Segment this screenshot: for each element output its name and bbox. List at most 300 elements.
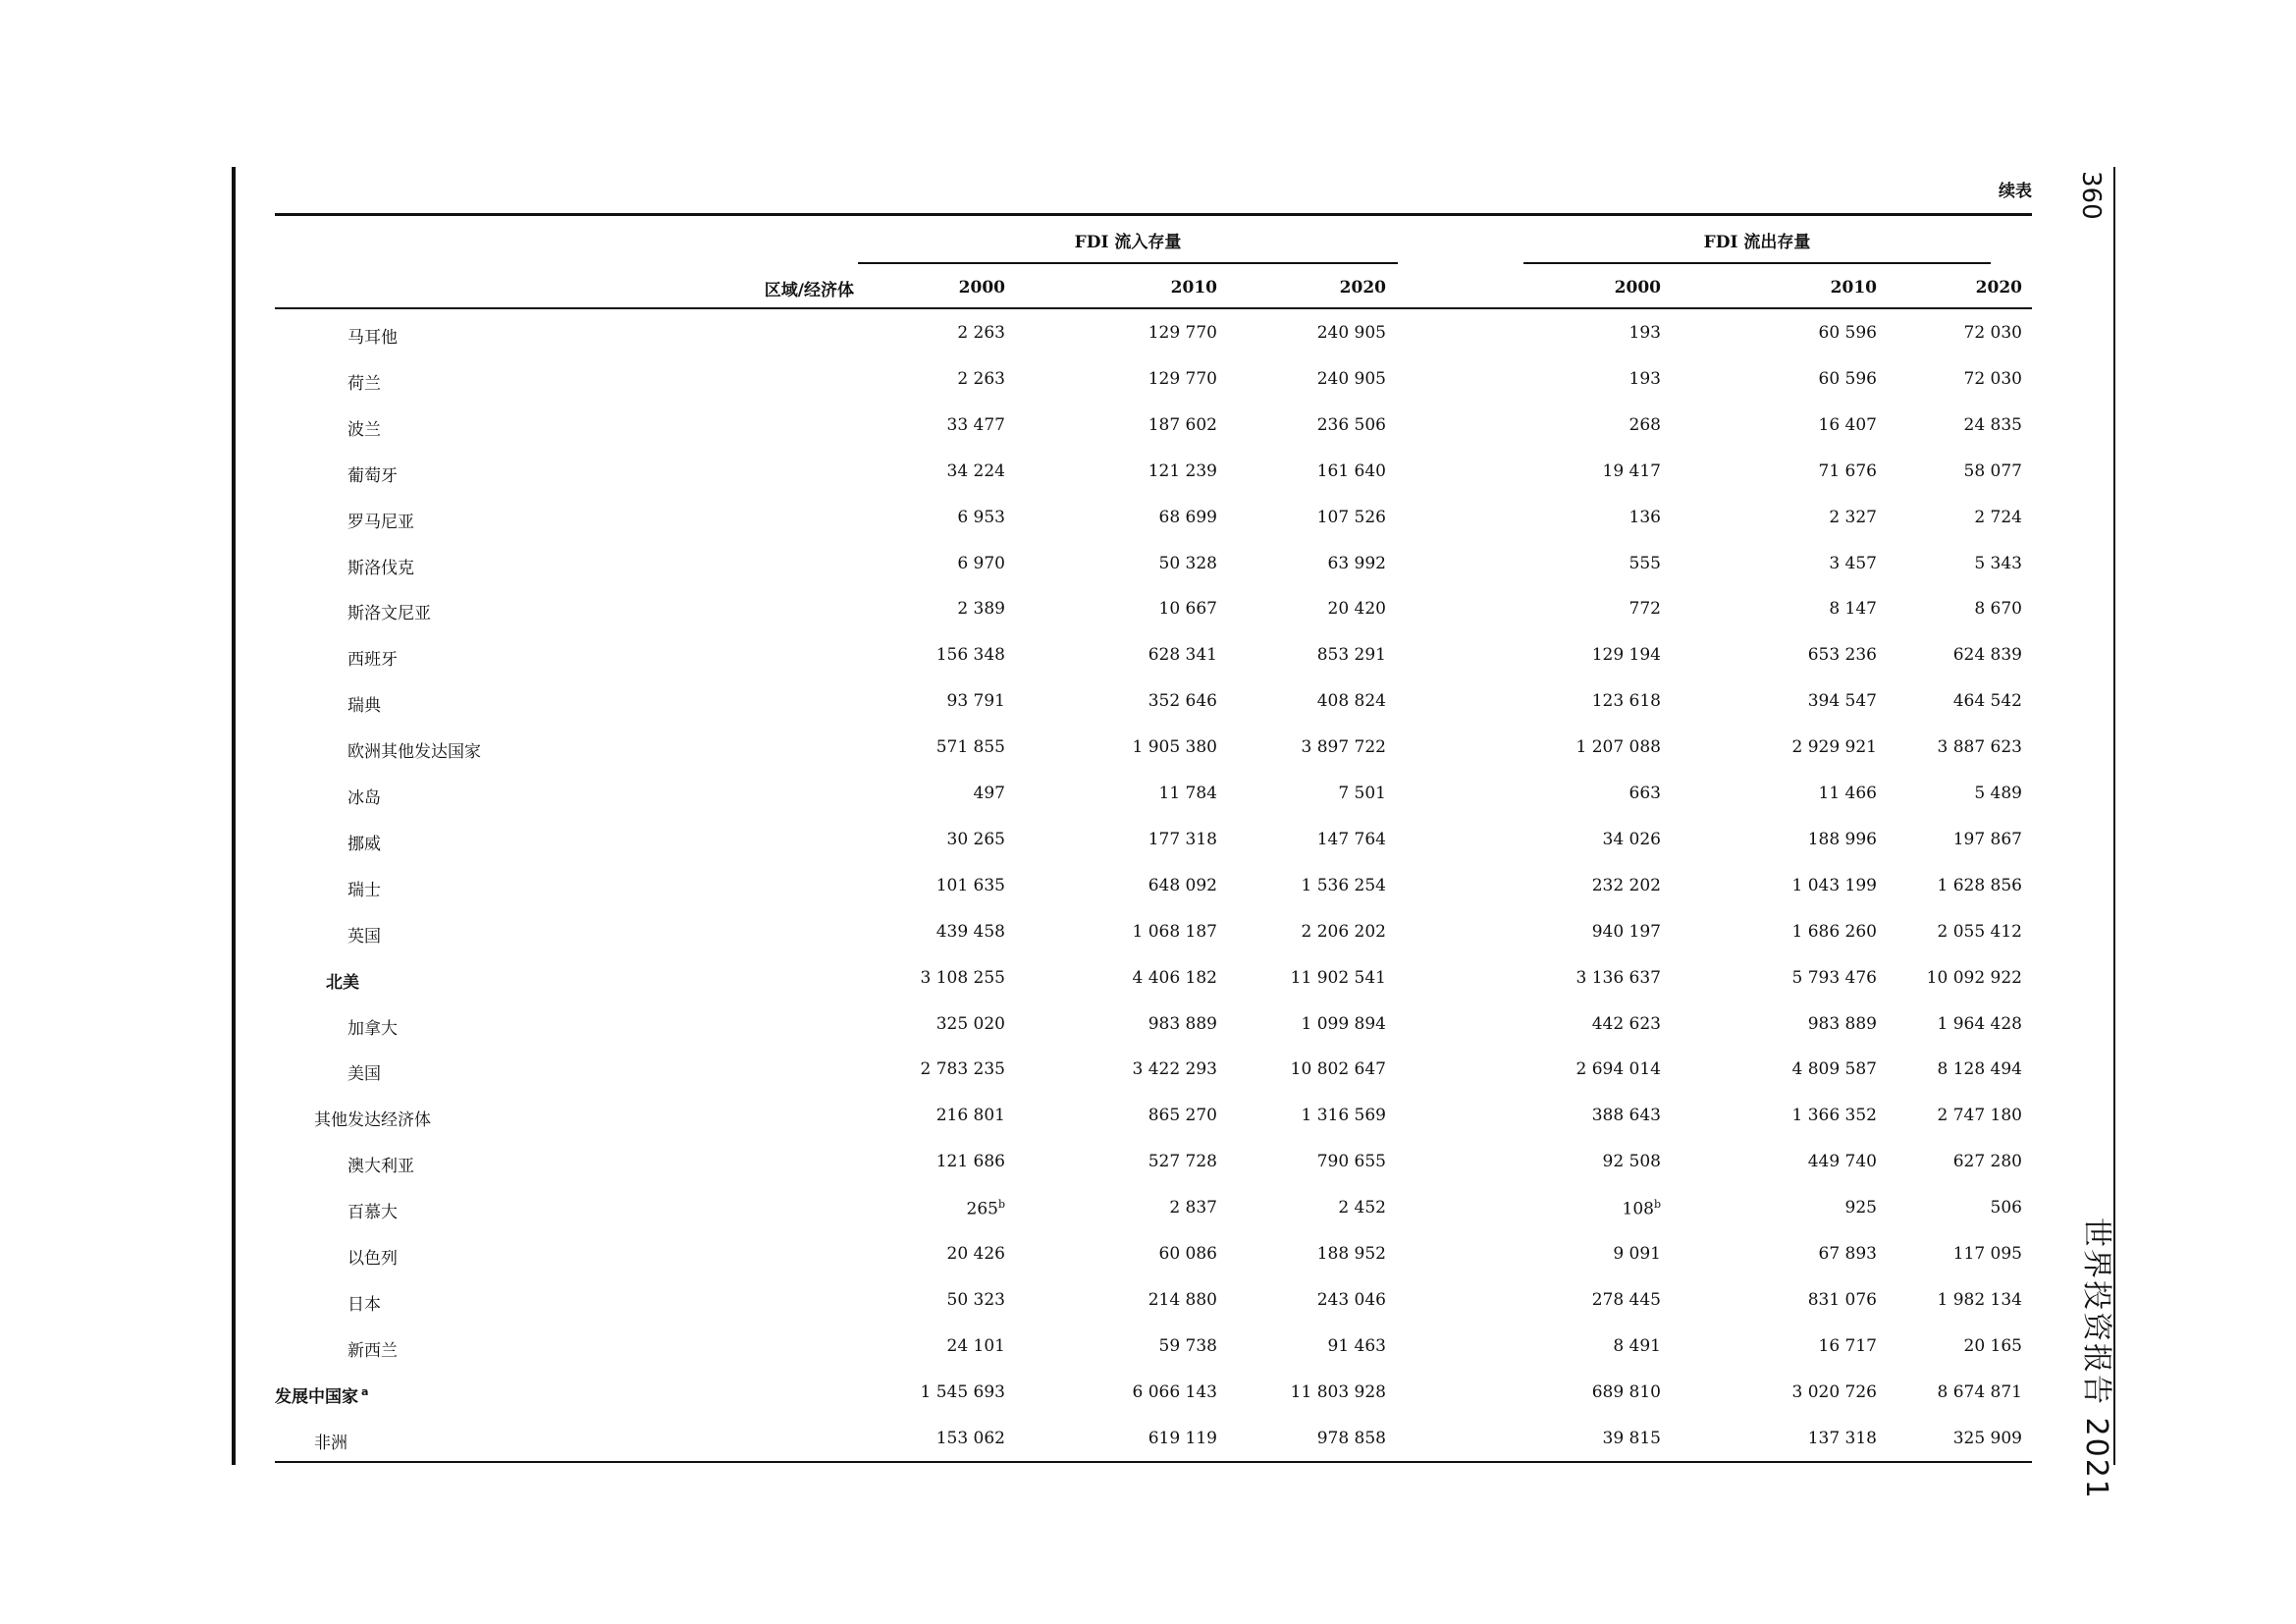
- cell-value: [1080, 1336, 1217, 1356]
- cell-value: [868, 1290, 1005, 1310]
- cell-value: [1885, 369, 2022, 389]
- cell-value-text: 2 452: [1338, 1198, 1386, 1218]
- row-label: [347, 1152, 414, 1176]
- cell-value-text: 388 643: [1591, 1106, 1661, 1126]
- cell-value: [1885, 1106, 2022, 1125]
- cell-value: [1080, 1244, 1217, 1264]
- cell-value-text: 58 077: [1963, 460, 2022, 481]
- cell-value-text: 214 880: [1148, 1289, 1217, 1310]
- cell-value-text: 2 263: [957, 368, 1005, 389]
- cell-value-text: 108: [1622, 1199, 1654, 1219]
- row-label: [347, 876, 381, 900]
- cell-value: [1249, 968, 1386, 988]
- cell-value: [1080, 1429, 1217, 1448]
- cell-value-text: 5 793 476: [1791, 967, 1877, 988]
- cell-value: [868, 1152, 1005, 1171]
- cell-value-text: 30 265: [946, 829, 1005, 849]
- row-label: [347, 1244, 398, 1269]
- cell-value: [1080, 691, 1217, 711]
- cell-value: [1523, 1014, 1661, 1034]
- cell-value-text: 59 738: [1158, 1335, 1217, 1356]
- cell-value: [1523, 323, 1661, 343]
- cell-value-text: 940 197: [1591, 921, 1661, 942]
- row-label: [347, 1014, 398, 1039]
- cell-value-text: 117 095: [1952, 1244, 2022, 1264]
- cell-value: [1523, 968, 1661, 988]
- cell-value-text: 7 501: [1338, 784, 1386, 803]
- running-title-text: 世界投资报告 2021: [2079, 1218, 2113, 1500]
- cell-value-text: 3 136 637: [1575, 967, 1661, 988]
- cell-value-text: 11 466: [1818, 784, 1877, 803]
- cell-value: [1885, 1290, 2022, 1310]
- cell-value-text: 265: [966, 1199, 998, 1219]
- cell-value-text: 71 676: [1818, 460, 1877, 481]
- cell-value: [1249, 922, 1386, 942]
- cell-value-text: 1 905 380: [1132, 737, 1217, 758]
- cell-value-text: 2 724: [1974, 507, 2022, 527]
- cell-value: [1080, 461, 1217, 481]
- cell-value: [868, 599, 1005, 619]
- cell-value: [868, 461, 1005, 481]
- cell-value: [868, 876, 1005, 895]
- cell-value-text: 19 417: [1602, 460, 1661, 481]
- cell-value: [1523, 1290, 1661, 1310]
- cell-value: [1885, 737, 2022, 757]
- cell-value-text: 442 623: [1591, 1013, 1661, 1034]
- cell-value-text: 2 055 412: [1937, 921, 2022, 942]
- cell-value-text: 3 020 726: [1791, 1381, 1877, 1402]
- row-label-text: 美国: [347, 1064, 381, 1085]
- cell-value-text: 243 046: [1316, 1289, 1386, 1310]
- cell-value: [1885, 968, 2022, 988]
- cell-value: [1249, 645, 1386, 665]
- cell-value: [1080, 508, 1217, 527]
- cell-value-text: 129 770: [1148, 368, 1217, 389]
- cell-value-text: 978 858: [1316, 1428, 1386, 1448]
- cell-value-text: 68 699: [1158, 507, 1217, 527]
- cell-value-text: 20 165: [1963, 1335, 2022, 1356]
- cell-value-text: 10 802 647: [1290, 1059, 1386, 1080]
- cell-value: [868, 369, 1005, 389]
- row-label: [314, 1106, 431, 1130]
- row-label-text: 新西兰: [347, 1340, 398, 1361]
- cell-value-text: 147 764: [1316, 829, 1386, 849]
- cell-value-text: 16 407: [1818, 414, 1877, 435]
- cell-value-text: 216 801: [935, 1106, 1005, 1126]
- cell-value: [1249, 1429, 1386, 1448]
- table-row: [0, 554, 2296, 583]
- table-row: [0, 1429, 2296, 1458]
- cell-value: [868, 968, 1005, 988]
- cell-value: [1885, 461, 2022, 481]
- cell-value: [1885, 645, 2022, 665]
- col-header-in-2010: 2010: [1170, 278, 1217, 298]
- table-row: [0, 968, 2296, 998]
- cell-value: [1523, 1198, 1661, 1219]
- cell-value: [1080, 737, 1217, 757]
- row-label-text: 以色列: [347, 1249, 398, 1269]
- row-label: [347, 369, 381, 394]
- cell-value: [1523, 1429, 1661, 1448]
- cell-value-text: 72 030: [1963, 323, 2022, 343]
- cell-value: [1080, 1152, 1217, 1171]
- cell-value: [1885, 323, 2022, 343]
- cell-value: [868, 554, 1005, 573]
- cell-value: [1523, 691, 1661, 711]
- cell-value: [1249, 876, 1386, 895]
- cell-value: [1523, 1106, 1661, 1125]
- cell-value-text: 689 810: [1591, 1381, 1661, 1402]
- cell-value: [1523, 645, 1661, 665]
- cell-value: [1885, 1014, 2022, 1034]
- cell-value-text: 6 970: [957, 553, 1005, 573]
- cell-value: [1885, 784, 2022, 803]
- table-row: [0, 461, 2296, 491]
- cell-value-text: 3 457: [1829, 553, 1877, 573]
- cell-value-text: 60 596: [1818, 368, 1877, 389]
- row-label: [347, 461, 398, 486]
- col-header-out-2010: 2010: [1830, 278, 1877, 298]
- cell-value: [1249, 461, 1386, 481]
- cell-value: [1739, 323, 1877, 343]
- cell-value: [1885, 876, 2022, 895]
- cell-value: [1739, 784, 1877, 803]
- cell-value: [1080, 968, 1217, 988]
- row-label-text: 斯洛文尼亚: [347, 604, 431, 624]
- cell-value: [868, 1106, 1005, 1125]
- cell-value-text: 8 491: [1613, 1335, 1661, 1356]
- cell-value-text: 129 194: [1591, 645, 1661, 666]
- cell-value: [1885, 830, 2022, 849]
- row-label: [275, 1382, 368, 1407]
- cell-value: [1249, 691, 1386, 711]
- table-row: [0, 645, 2296, 675]
- cell-value: [1739, 645, 1877, 665]
- table-row: [0, 922, 2296, 951]
- cell-value: [1249, 323, 1386, 343]
- cell-value-text: 121 686: [935, 1152, 1005, 1172]
- cell-value-text: 24 101: [946, 1335, 1005, 1356]
- table-row: [0, 830, 2296, 859]
- cell-value-text: 101 635: [935, 875, 1005, 895]
- cell-value-text: 2 929 921: [1791, 737, 1877, 758]
- cell-value: [1080, 1198, 1217, 1218]
- cell-value-text: 72 030: [1963, 368, 2022, 389]
- cell-value: [1523, 554, 1661, 573]
- cell-value-text: 2 747 180: [1937, 1106, 2022, 1126]
- cell-value-text: 232 202: [1591, 875, 1661, 895]
- cell-value: [1249, 830, 1386, 849]
- cell-value-text: 527 728: [1148, 1152, 1217, 1172]
- row-label: [347, 1336, 398, 1361]
- cell-value: [1523, 369, 1661, 389]
- cell-value: [1523, 737, 1661, 757]
- cell-value-text: 2 389: [957, 599, 1005, 620]
- cell-value-text: 6 953: [957, 507, 1005, 527]
- cell-value-text: 2 837: [1169, 1198, 1217, 1218]
- group-header-fdi-outward: FDI 流出存量: [1703, 233, 1811, 252]
- cell-value: [868, 1014, 1005, 1034]
- group-header-fdi-inward: FDI 流入存量: [1074, 233, 1182, 252]
- cell-value: [1523, 508, 1661, 527]
- cell-value-text: 137 318: [1807, 1428, 1877, 1448]
- cell-value: [1739, 922, 1877, 942]
- cell-value: [1523, 415, 1661, 435]
- cell-value-text: 619 119: [1148, 1428, 1217, 1448]
- cell-value-text: 60 596: [1818, 323, 1877, 343]
- cell-value-text: 8 670: [1974, 599, 2022, 620]
- table-row: [0, 323, 2296, 352]
- cell-value-text: 449 740: [1807, 1152, 1877, 1172]
- cell-value: [1080, 1059, 1217, 1079]
- row-label-text: 非洲: [314, 1433, 347, 1453]
- cell-value-text: 11 902 541: [1290, 967, 1386, 988]
- cell-value-text: 93 791: [946, 691, 1005, 712]
- cell-value: [1739, 461, 1877, 481]
- cell-value: [1080, 1014, 1217, 1034]
- cell-value: [1249, 1382, 1386, 1402]
- cell-value: [1080, 922, 1217, 942]
- cell-value: [868, 1244, 1005, 1264]
- cell-value-text: 865 270: [1148, 1106, 1217, 1126]
- cell-value-text: 8 147: [1829, 599, 1877, 620]
- cell-value-text: 161 640: [1316, 460, 1386, 481]
- cell-value-text: 50 323: [946, 1289, 1005, 1310]
- row-label: [314, 1429, 347, 1453]
- col-header-in-2020: 2020: [1339, 278, 1386, 298]
- cell-value-text: 20 420: [1327, 599, 1386, 620]
- cell-value: [1523, 876, 1661, 895]
- row-label: [347, 415, 381, 440]
- row-label-footnote: a: [361, 1385, 369, 1399]
- cell-value: [1739, 1382, 1877, 1402]
- cell-value: [1080, 876, 1217, 895]
- cell-value: [1249, 1059, 1386, 1079]
- cell-value: [1523, 1336, 1661, 1356]
- table-row: [0, 599, 2296, 628]
- cell-value-text: 394 547: [1807, 691, 1877, 712]
- row-label-text: 北美: [326, 972, 359, 993]
- cell-value: [868, 1059, 1005, 1079]
- cell-value: [1885, 922, 2022, 942]
- cell-value: [1739, 508, 1877, 527]
- cell-value-text: 10 092 922: [1926, 967, 2022, 988]
- cell-value-text: 129 770: [1148, 323, 1217, 343]
- col-header-out-2020: 2020: [1975, 278, 2022, 298]
- table-row: [0, 1336, 2296, 1366]
- cell-value: [1080, 415, 1217, 435]
- cell-value-text: 1 207 088: [1575, 737, 1661, 758]
- row-label: [347, 323, 398, 348]
- cell-value-text: 11 784: [1158, 784, 1217, 803]
- row-label: [347, 922, 381, 947]
- row-label-text: 冰岛: [347, 788, 381, 808]
- cell-value: [1739, 415, 1877, 435]
- cell-value-text: 1 982 134: [1937, 1289, 2022, 1310]
- cell-value-text: 2 783 235: [920, 1059, 1005, 1080]
- row-label: [347, 737, 481, 762]
- cell-value: [1885, 1152, 2022, 1171]
- group-rule-outward: [1523, 262, 1991, 264]
- cell-value-text: 193: [1629, 323, 1661, 343]
- table-row: [0, 369, 2296, 399]
- cell-value-text: 5 489: [1974, 784, 2022, 803]
- cell-value: [868, 1198, 1005, 1219]
- cell-value: [1523, 830, 1661, 849]
- cell-value-text: 188 996: [1807, 829, 1877, 849]
- table-row: [0, 691, 2296, 721]
- row-label-text: 瑞士: [347, 880, 381, 900]
- row-label: [347, 1059, 381, 1084]
- cell-value: [868, 323, 1005, 343]
- table-row: [0, 1059, 2296, 1089]
- cell-value: [1739, 968, 1877, 988]
- cell-value-text: 10 667: [1158, 599, 1217, 620]
- cell-value-text: 2 206 202: [1301, 921, 1386, 942]
- cell-value-text: 236 506: [1316, 414, 1386, 435]
- row-label-text: 瑞典: [347, 696, 381, 717]
- cell-value-text: 240 905: [1316, 323, 1386, 343]
- cell-value: [1739, 1244, 1877, 1264]
- cell-value: [1739, 554, 1877, 573]
- row-label: [347, 645, 398, 670]
- table-row: [0, 1198, 2296, 1227]
- table-row: [0, 737, 2296, 767]
- row-label: [347, 599, 431, 623]
- row-label: [347, 508, 414, 532]
- col-header-in-2000: 2000: [958, 278, 1005, 298]
- cell-value-text: 136: [1629, 507, 1661, 527]
- cell-value-text: 925: [1844, 1198, 1877, 1218]
- row-label-text: 挪威: [347, 834, 381, 854]
- cell-value-text: 24 835: [1963, 414, 2022, 435]
- cell-value-text: 506: [1990, 1198, 2022, 1218]
- page-number: 360: [2076, 171, 2106, 220]
- cell-value-text: 1 545 693: [920, 1381, 1005, 1402]
- table-top-rule: [275, 213, 2032, 216]
- row-label: [347, 1198, 398, 1222]
- cell-value-text: 156 348: [935, 645, 1005, 666]
- cell-value: [1249, 369, 1386, 389]
- cell-value: [1885, 415, 2022, 435]
- table-row: [0, 1290, 2296, 1320]
- cell-value-text: 39 815: [1602, 1428, 1661, 1448]
- cell-value-text: 121 239: [1148, 460, 1217, 481]
- cell-value: [1249, 1014, 1386, 1034]
- cell-value: [1080, 599, 1217, 619]
- cell-value-text: 624 839: [1952, 645, 2022, 666]
- cell-value-text: 4 406 182: [1132, 967, 1217, 988]
- cell-value: [868, 1429, 1005, 1448]
- table-row: [0, 1382, 2296, 1412]
- cell-value: [1739, 1059, 1877, 1079]
- cell-value: [1249, 784, 1386, 803]
- table-row: [0, 1106, 2296, 1135]
- cell-value-text: 325 909: [1952, 1428, 2022, 1448]
- cell-value: [1885, 599, 2022, 619]
- table-row: [0, 876, 2296, 905]
- cell-value-text: 2 694 014: [1575, 1059, 1661, 1080]
- cell-value-text: 268: [1629, 414, 1661, 435]
- cell-value-text: 34 026: [1602, 829, 1661, 849]
- cell-value-text: 571 855: [935, 737, 1005, 758]
- stub-header: 区域/经济体: [764, 281, 854, 300]
- row-label: [347, 784, 381, 808]
- cell-value: [1080, 1382, 1217, 1402]
- cell-value: [1523, 599, 1661, 619]
- cell-value: [1080, 830, 1217, 849]
- row-label-text: 罗马尼亚: [347, 512, 414, 532]
- table-row: [0, 784, 2296, 813]
- row-label-text: 日本: [347, 1294, 381, 1315]
- cell-value: [1249, 1152, 1386, 1171]
- cell-value: [1523, 1152, 1661, 1171]
- table-row: [0, 508, 2296, 537]
- cell-value: [868, 784, 1005, 803]
- cell-value: [1885, 554, 2022, 573]
- continued-label: 续表: [1999, 182, 2032, 201]
- cell-value: [1523, 461, 1661, 481]
- row-label: [347, 691, 381, 716]
- cell-value-text: 50 328: [1158, 553, 1217, 573]
- cell-value-text: 33 477: [946, 414, 1005, 435]
- cell-value-text: 653 236: [1807, 645, 1877, 666]
- cell-value: [868, 1336, 1005, 1356]
- cell-value: [1523, 922, 1661, 942]
- cell-value-text: 831 076: [1807, 1289, 1877, 1310]
- cell-value: [1739, 691, 1877, 711]
- cell-value-text: 34 224: [946, 460, 1005, 481]
- cell-value: [1080, 554, 1217, 573]
- cell-value-text: 2 263: [957, 323, 1005, 343]
- cell-value: [1249, 508, 1386, 527]
- cell-value: [1080, 369, 1217, 389]
- row-label: [347, 830, 381, 854]
- cell-value-text: 1 068 187: [1132, 921, 1217, 942]
- cell-value: [1885, 1059, 2022, 1079]
- cell-value: [868, 691, 1005, 711]
- cell-value: [1739, 1106, 1877, 1125]
- row-label-text: 加拿大: [347, 1018, 398, 1039]
- cell-value-text: 107 526: [1316, 507, 1386, 527]
- cell-value-text: 3 108 255: [920, 967, 1005, 988]
- cell-value: [1739, 369, 1877, 389]
- cell-value: [1739, 1429, 1877, 1448]
- table-row: [0, 1244, 2296, 1273]
- table-header-rule: [275, 307, 2032, 309]
- cell-value: [1739, 1336, 1877, 1356]
- cell-value: [1885, 691, 2022, 711]
- cell-value: [1739, 1152, 1877, 1171]
- cell-value: [868, 922, 1005, 942]
- row-label-text: 英国: [347, 926, 381, 947]
- cell-value: [1080, 784, 1217, 803]
- cell-value-text: 628 341: [1148, 645, 1217, 666]
- cell-value-text: 790 655: [1316, 1152, 1386, 1172]
- cell-value: [1739, 1014, 1877, 1034]
- cell-value-text: 1 964 428: [1937, 1013, 2022, 1034]
- cell-value: [868, 1382, 1005, 1402]
- cell-value: [868, 737, 1005, 757]
- cell-value: [1739, 599, 1877, 619]
- cell-value-text: 187 602: [1148, 414, 1217, 435]
- cell-value: [1249, 1106, 1386, 1125]
- row-label-text: 欧洲其他发达国家: [347, 742, 481, 763]
- cell-value-text: 153 062: [935, 1428, 1005, 1448]
- cell-value-text: 197 867: [1952, 829, 2022, 849]
- cell-value-text: 325 020: [935, 1013, 1005, 1034]
- table-row: [0, 1152, 2296, 1181]
